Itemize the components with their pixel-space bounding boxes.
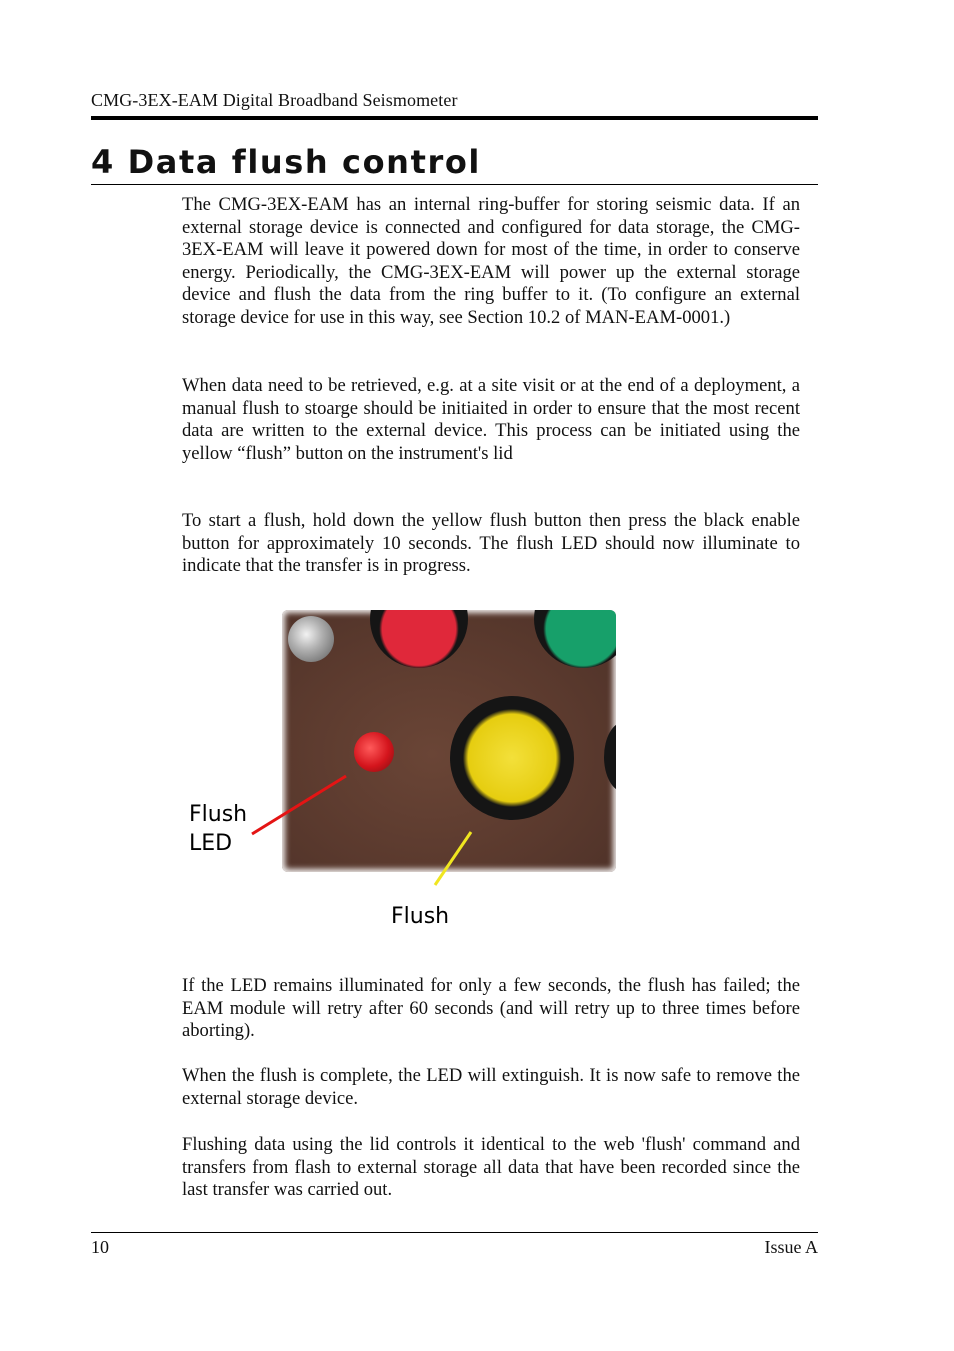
paragraph-start-flush: To start a flush, hold down the yellow flush button then press the black enable button for approximately 10 seconds. The flush LED should now illuminate to indicate that the transfer is in progress. (182, 510, 800, 577)
black-button-edge (604, 722, 616, 792)
green-button (534, 610, 616, 668)
page-number: 10 (91, 1237, 109, 1257)
flush-led-label: Flush LED (189, 802, 248, 856)
flush-button-label: Flush (391, 904, 450, 929)
issue-label: Issue A (764, 1237, 818, 1257)
red-button (370, 610, 468, 668)
paragraph-manual-flush: When data need to be retrieved, e.g. at a site visit or at the end of a deployment, a manual flush to stoarge should be initiaited in order to ensure that the most recent data are written to the external device. This process can be initiated using the yellow “flush” button on the instrument's lid (182, 375, 800, 464)
title-rule (91, 184, 818, 185)
paragraph-flush-complete: When the flush is complete, the LED will extinguish. It is now safe to remove the external storage device. (182, 1065, 800, 1109)
paragraph-led-failure: If the LED remains illuminated for only a few seconds, the flush has failed; the EAM module will retry after 60 seconds (and will retry up to three times before aborting). (182, 975, 800, 1042)
running-header: CMG-3EX-EAM Digital Broadband Seismometer (91, 90, 458, 110)
yellow-flush-button (450, 696, 574, 820)
flush-led (354, 732, 394, 772)
paragraph-ring-buffer: The CMG-3EX-EAM has an internal ring-buffer for storing seismic data. If an external storage device is connected and configured for data storage, the CMG-3EX-EAM will leave it powered down for most of the time, in order to conserve energy. Periodically, the CMG-3EX-EAM will power up the external storage device and flush the data from the ring buffer to it. (To configure an external storage device for use in this way, see Section 10.2 of MAN-EAM-0001.) (182, 194, 800, 328)
lid-controls-photo (282, 610, 616, 872)
clear-button (288, 616, 334, 662)
footer-rule (91, 1232, 818, 1233)
chapter-title: 4 Data flush control (91, 143, 481, 181)
header-rule (91, 116, 818, 120)
paragraph-web-flush: Flushing data using the lid controls it identical to the web 'flush' command and transfers from flash to external storage all data that have been recorded since the last transfer was carried out. (182, 1134, 800, 1201)
